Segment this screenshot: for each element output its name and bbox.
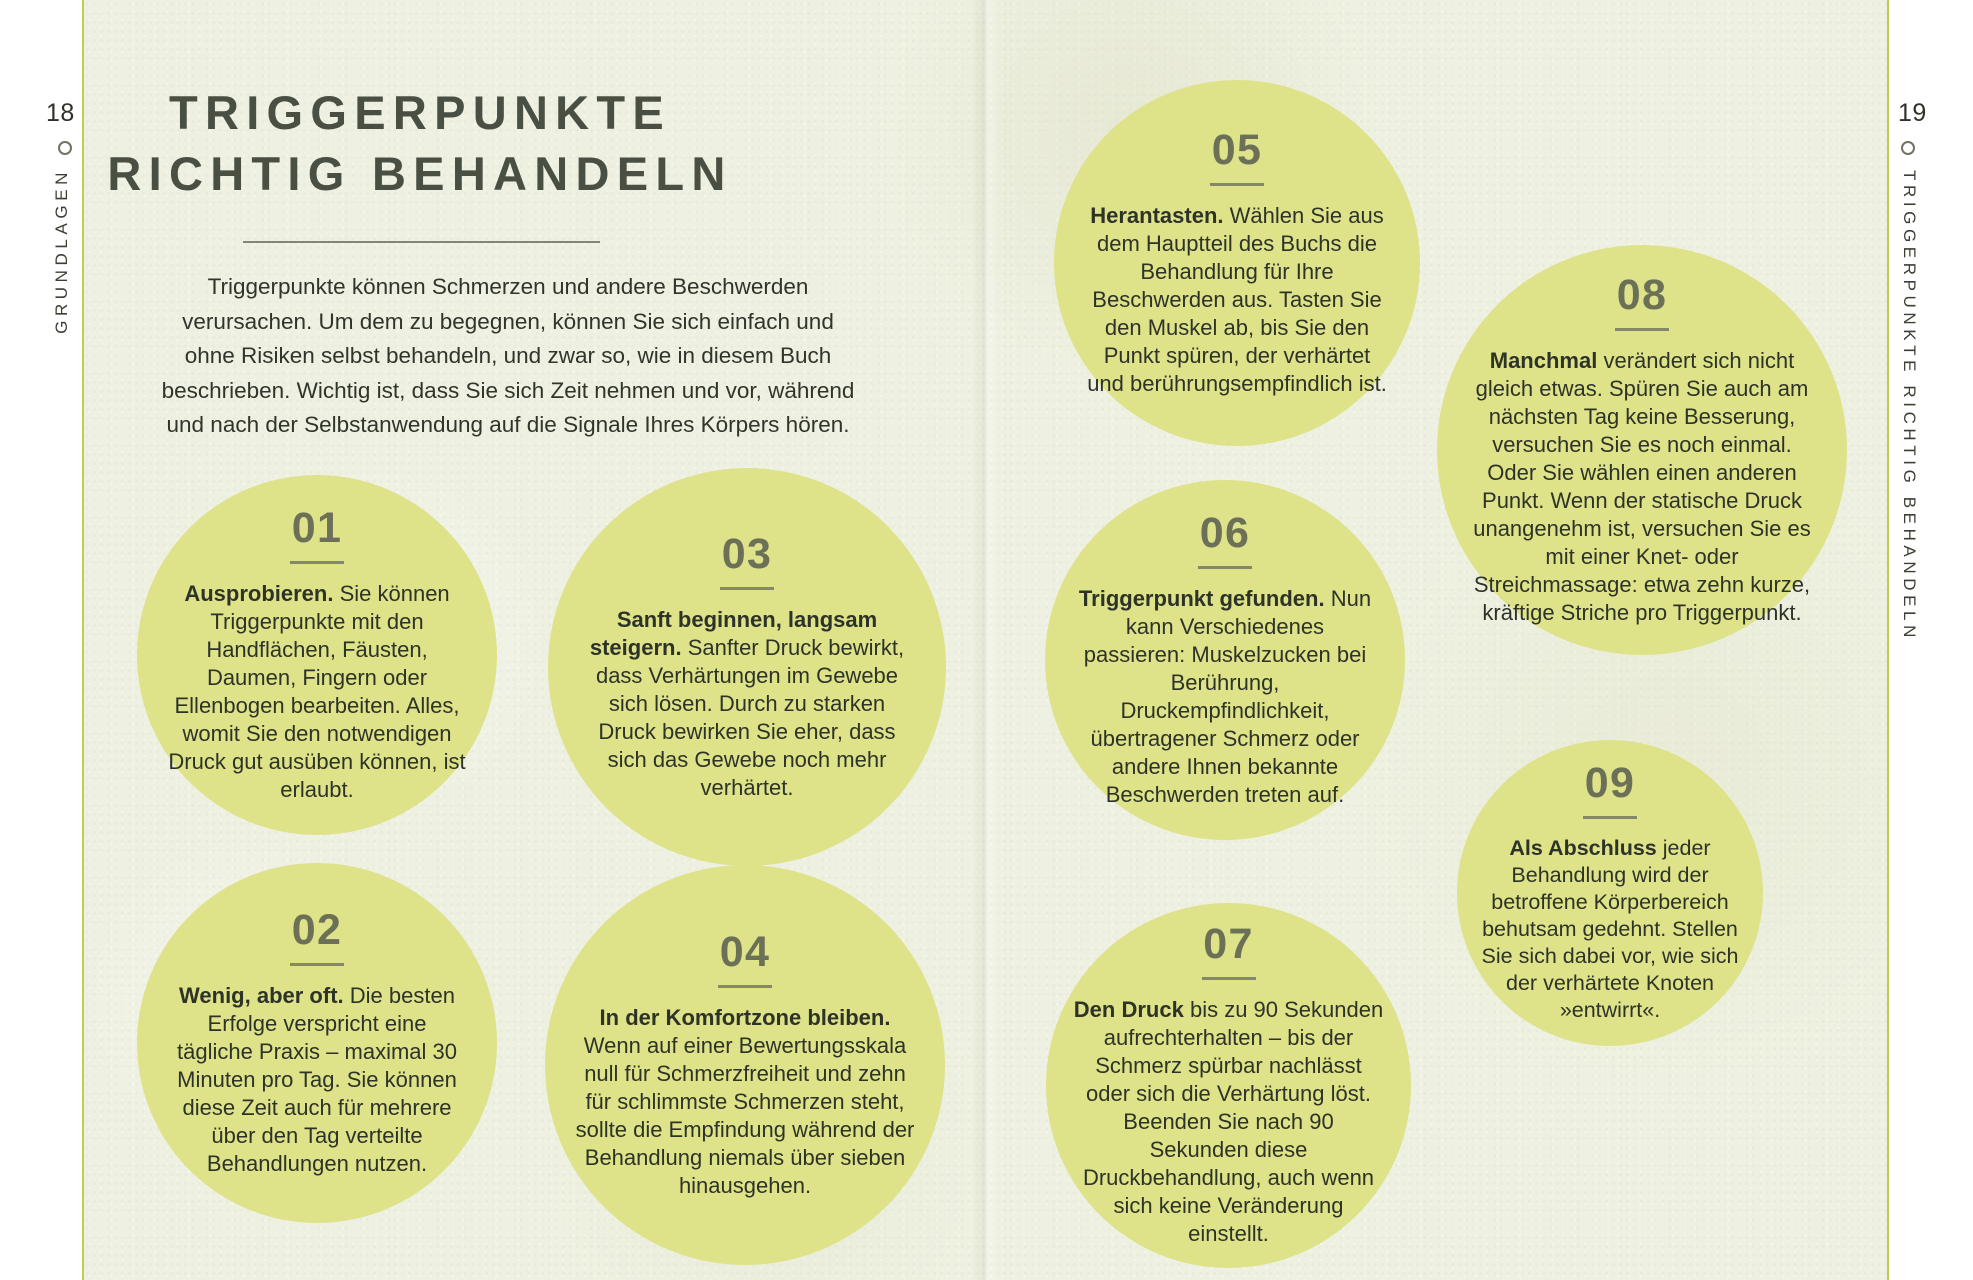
tip-number-underline [1198, 566, 1252, 569]
tip-body: Wenn auf einer Bewertungsskala null für Schmerzfreiheit und zehn für schlimmste Schmerzen steht, sollte die Empfindung während der Behandlung niemals über sieben hinausgehen. [575, 1032, 915, 1198]
tip-text [167, 982, 467, 1178]
page-title [100, 82, 740, 204]
tip-lead: In der Komfortzone bleiben. [599, 1004, 891, 1030]
tip-body: Sie können Triggerpunkte mit den Handflächen, Fäusten, Daumen, Fingern oder Ellenbogen bearbeiten. Alles, womit Sie den notwendigen Druck gut ausüben können, ist erlaubt. [168, 580, 466, 802]
tip-body: bis zu 90 Sekunden aufrechterhalten – bis der Schmerz spürbar nachlässt oder sich die Verhärtung löst. Beenden Sie nach 90 Sekunden diese Druckbehandlung, auch wenn sich keine Veränderung einstellt. [1082, 997, 1384, 1246]
page-title-line2: RICHTIG BEHANDELN [107, 147, 733, 200]
tip-body: Die besten Erfolge verspricht eine tägliche Praxis – maximal 30 Minuten pro Tag. Sie können diese Zeit auch für mehrere über den Tag verteilte Behandlungen nutzen. [176, 982, 457, 1176]
tip-number: 06 [1199, 508, 1251, 557]
tip-number-underline [290, 963, 344, 966]
tip-circle-02 [137, 863, 497, 1223]
tip-lead: Triggerpunkt gefunden. [1078, 585, 1325, 611]
tip-text [1084, 202, 1390, 398]
tip-body: jeder Behandlung wird der betroffene Körperbereich behutsam gedehnt. Stellen Sie sich dabei vor, wie sich der verhärtete Knoten »entwirrt«. [1481, 836, 1739, 1022]
tip-text [1072, 996, 1385, 1248]
page-number-left: 18 [46, 99, 75, 127]
tip-number-underline [1583, 816, 1637, 819]
tip-circle-09 [1457, 740, 1763, 1046]
tip-number: 04 [719, 927, 771, 976]
tip-body: verändert sich nicht gleich etwas. Spüren Sie auch am nächsten Tag keine Besserung, versuchen Sie es noch einmal. Oder Sie wählen einen anderen Punkt. Wenn der statische Druck unangenehm ist, versuchen Sie es mit einer Knet- oder Streichmassage: etwa zehn kurze, kräftige Striche pro Triggerpunkt. [1473, 347, 1811, 625]
tip-circle-04 [545, 865, 945, 1265]
tip-number-underline [1615, 328, 1669, 331]
margin-label-left: GRUNDLAGEN [52, 168, 71, 334]
tip-lead: Sanft beginnen, langsam steigern. [589, 606, 878, 660]
tip-circle-08 [1437, 245, 1847, 655]
tip-number-underline [1202, 977, 1256, 980]
tip-circle-05 [1054, 80, 1420, 446]
tip-text [578, 606, 916, 802]
tip-lead: Herantasten. [1090, 202, 1224, 228]
tip-circle-01 [137, 475, 497, 835]
tip-text [1473, 835, 1747, 1024]
title-divider [243, 241, 600, 243]
tip-number: 07 [1203, 920, 1254, 968]
tip-number-underline [1210, 183, 1264, 186]
tip-lead: Wenig, aber oft. [179, 982, 344, 1008]
margin-label-right: TRIGGERPUNKTE RICHTIG BEHANDELN [1900, 170, 1919, 642]
tip-number: 03 [721, 529, 773, 578]
ring-marker-icon-left [58, 141, 72, 155]
tip-text [1075, 585, 1375, 809]
tip-lead: Ausprobieren. [184, 580, 334, 606]
tip-body: Wählen Sie aus dem Hauptteil des Buchs die Behandlung für Ihre Beschwerden aus. Tasten Sie den Muskel ab, bis Sie den Punkt spüren, der verhärtet und berührungsempfindlich ist. [1087, 202, 1387, 396]
tip-text [167, 580, 467, 804]
tip-lead: Als Abschluss [1509, 836, 1657, 860]
tip-number-underline [718, 985, 772, 988]
tip-text [575, 1004, 915, 1200]
intro-paragraph: Triggerpunkte können Schmerzen und andere Beschwerden verursachen. Um dem zu begegnen, können Sie sich einfach und ohne Risiken selbst behandeln, und zwar so, wie in diesem Buch beschrieben. Wichtig ist, dass Sie sich Zeit nehmen und vor, während und nach der Selbstanwendung auf die Signale Ihres Körpers hören. [161, 274, 855, 437]
tip-circle-06 [1045, 480, 1405, 840]
tip-number: 01 [291, 503, 343, 552]
tip-body: Nun kann Verschiedenes passieren: Muskelzucken bei Berührung, Druckempfindlichkeit, übertragener Schmerz oder andere Ihnen bekannte Beschwerden treten auf. [1083, 585, 1372, 807]
tip-circle-03 [548, 468, 946, 866]
tip-text [1471, 347, 1813, 627]
tip-number-underline [290, 561, 344, 564]
tip-circle-07 [1046, 903, 1411, 1268]
page-title-line1: TRIGGERPUNKTE [168, 86, 672, 139]
edge-accent-line-right [1887, 0, 1889, 1280]
tip-lead: Manchmal [1489, 347, 1598, 373]
tip-number: 09 [1584, 759, 1636, 807]
tip-lead: Den Druck [1073, 997, 1184, 1022]
edge-accent-line-left [82, 0, 84, 1280]
tip-number: 05 [1211, 125, 1263, 174]
tip-number-underline [720, 587, 774, 590]
page-spine [972, 0, 1000, 1280]
ring-marker-icon-right [1901, 141, 1915, 155]
tip-number: 02 [291, 905, 343, 954]
tip-number: 08 [1616, 270, 1668, 319]
tip-body: Sanfter Druck bewirkt, dass Verhärtungen im Gewebe sich lösen. Durch zu starken Druck bewirken Sie eher, dass sich das Gewebe noch mehr verhärtet. [595, 634, 905, 800]
page-number-right: 19 [1898, 99, 1927, 127]
